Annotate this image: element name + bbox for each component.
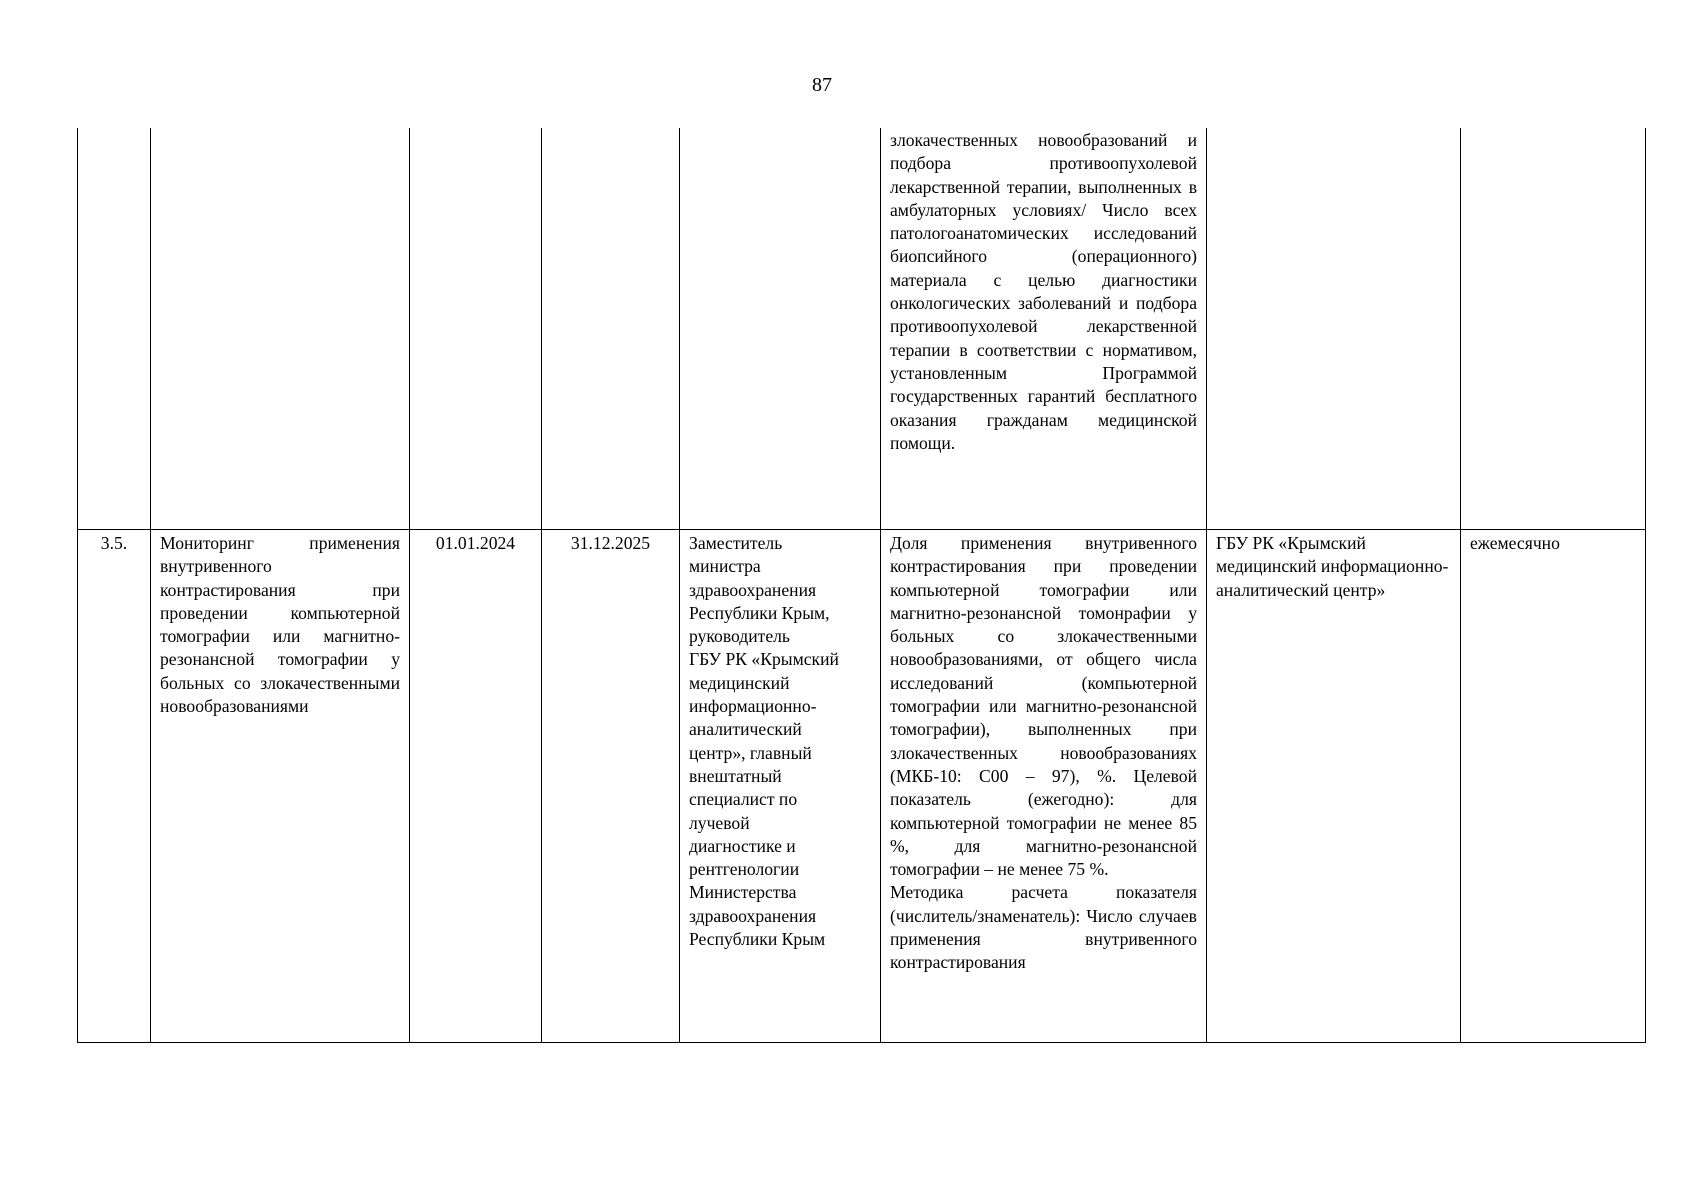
plan-table — [77, 128, 1646, 1043]
cell-indicator — [881, 128, 1207, 530]
indicator-text: Доля применения внутривенного контрастирования при проведении компьютерной томографии или магнитно-резонансной томонрафии у больных со злокачественными новообразованиями, от общего числа исследований (компьютерной томографии или магнитно-резонансной томографии), выполненных при злокачественных новообразованиях (МКБ-10: С00 – 97), %. Целевой показатель (ежегодно): для компьютерной томографии не менее 85 %, для магнитно-резонансной томографии – не менее 75 %. — [890, 533, 1197, 880]
cell-end-date — [542, 128, 680, 530]
cell-frequency: ежемесячно — [1461, 530, 1646, 1043]
table-row-3-5 — [78, 530, 1646, 1043]
cell-organization: ГБУ РК «Крымский медицинский информационно-аналитический центр» — [1207, 530, 1461, 1043]
cell-number — [78, 128, 151, 530]
cell-responsible — [680, 128, 881, 530]
cell-start-date — [410, 128, 542, 530]
table-row-continued — [78, 128, 1646, 530]
cell-activity: Мониторинг применения внутривенного контрастирования при проведении компьютерной томографии или магнитно-резонансной томографии у больных со злокачественными новообразованиями — [151, 530, 410, 1043]
cell-start-date: 01.01.2024 — [410, 530, 542, 1043]
cell-end-date: 31.12.2025 — [542, 530, 680, 1043]
indicator-text: злокачественных новообразований и подбора противоопухолевой лекарственной терапии, выполненных в амбулаторных условиях/ Число всех патологоанатомических исследований биопсийного (операционного) материала с целью диагностики онкологических заболеваний и подбора противоопухолевой лекарственной терапии в соответствии с нормативом, установленным Программой государственных гарантий бесплатного оказания гражданам медицинской помощи. — [890, 130, 1197, 453]
cell-frequency — [1461, 128, 1646, 530]
cell-number: 3.5. — [78, 530, 151, 1043]
cell-indicator — [881, 530, 1207, 1043]
cell-organization — [1207, 128, 1461, 530]
method-text: Методика расчета показателя (числитель/знаменатель): Число случаев применения внутривенного контрастирования — [890, 882, 1197, 973]
cell-responsible: Заместитель министра здравоохранения Республики Крым, руководитель ГБУ РК «Крымский медицинский информационно- аналитический центр», главный внештатный специалист по лучевой диагностике и рентгенологии Министерства здравоохранения Республики Крым — [680, 530, 881, 1043]
page-number: 87 — [812, 74, 832, 96]
cell-activity — [151, 128, 410, 530]
